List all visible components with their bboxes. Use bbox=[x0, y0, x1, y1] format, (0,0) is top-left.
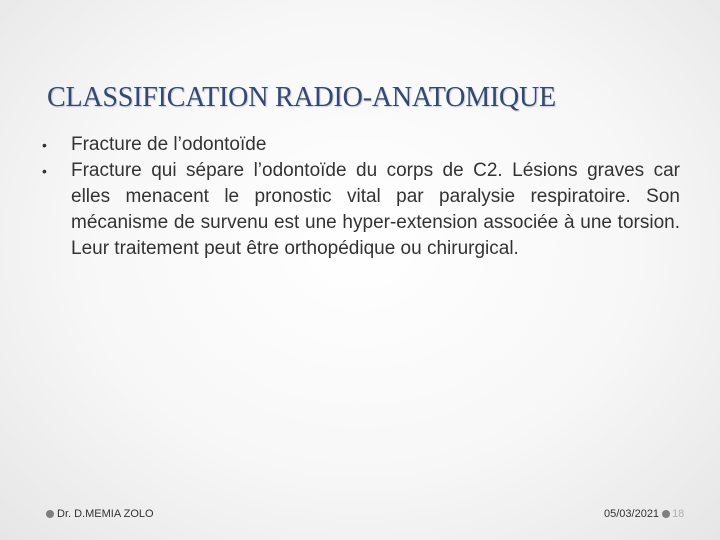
bullet-icon: • bbox=[42, 163, 47, 179]
footer-author bbox=[46, 508, 154, 520]
bullet-text: Fracture de l’odontoïde bbox=[71, 134, 267, 155]
page-number: 18 bbox=[672, 508, 685, 520]
slide-title: CLASSIFICATION RADIO-ANATOMIQUE bbox=[47, 82, 556, 113]
footer-date-page bbox=[604, 508, 684, 520]
bullet-item bbox=[40, 158, 680, 262]
author-text: Dr. D.MEMIA ZOLO bbox=[57, 508, 154, 520]
bullet-item bbox=[40, 132, 680, 158]
date-text: 05/03/2021 bbox=[604, 508, 660, 520]
bullet-list bbox=[40, 132, 680, 262]
bullet-text: Fracture qui sépare l’odontoïde du corps de C2. Lésions graves car elles menacent le pronostic vital par paralysie respiratoire. Son mécanisme de survenu est une hyper-extension associée à une torsion. Leur traitement peut être orthopédique ou chirurgical. bbox=[71, 160, 680, 259]
bullet-icon: • bbox=[42, 137, 47, 153]
circle-marker-icon bbox=[46, 510, 54, 518]
circle-marker-icon bbox=[662, 510, 670, 518]
